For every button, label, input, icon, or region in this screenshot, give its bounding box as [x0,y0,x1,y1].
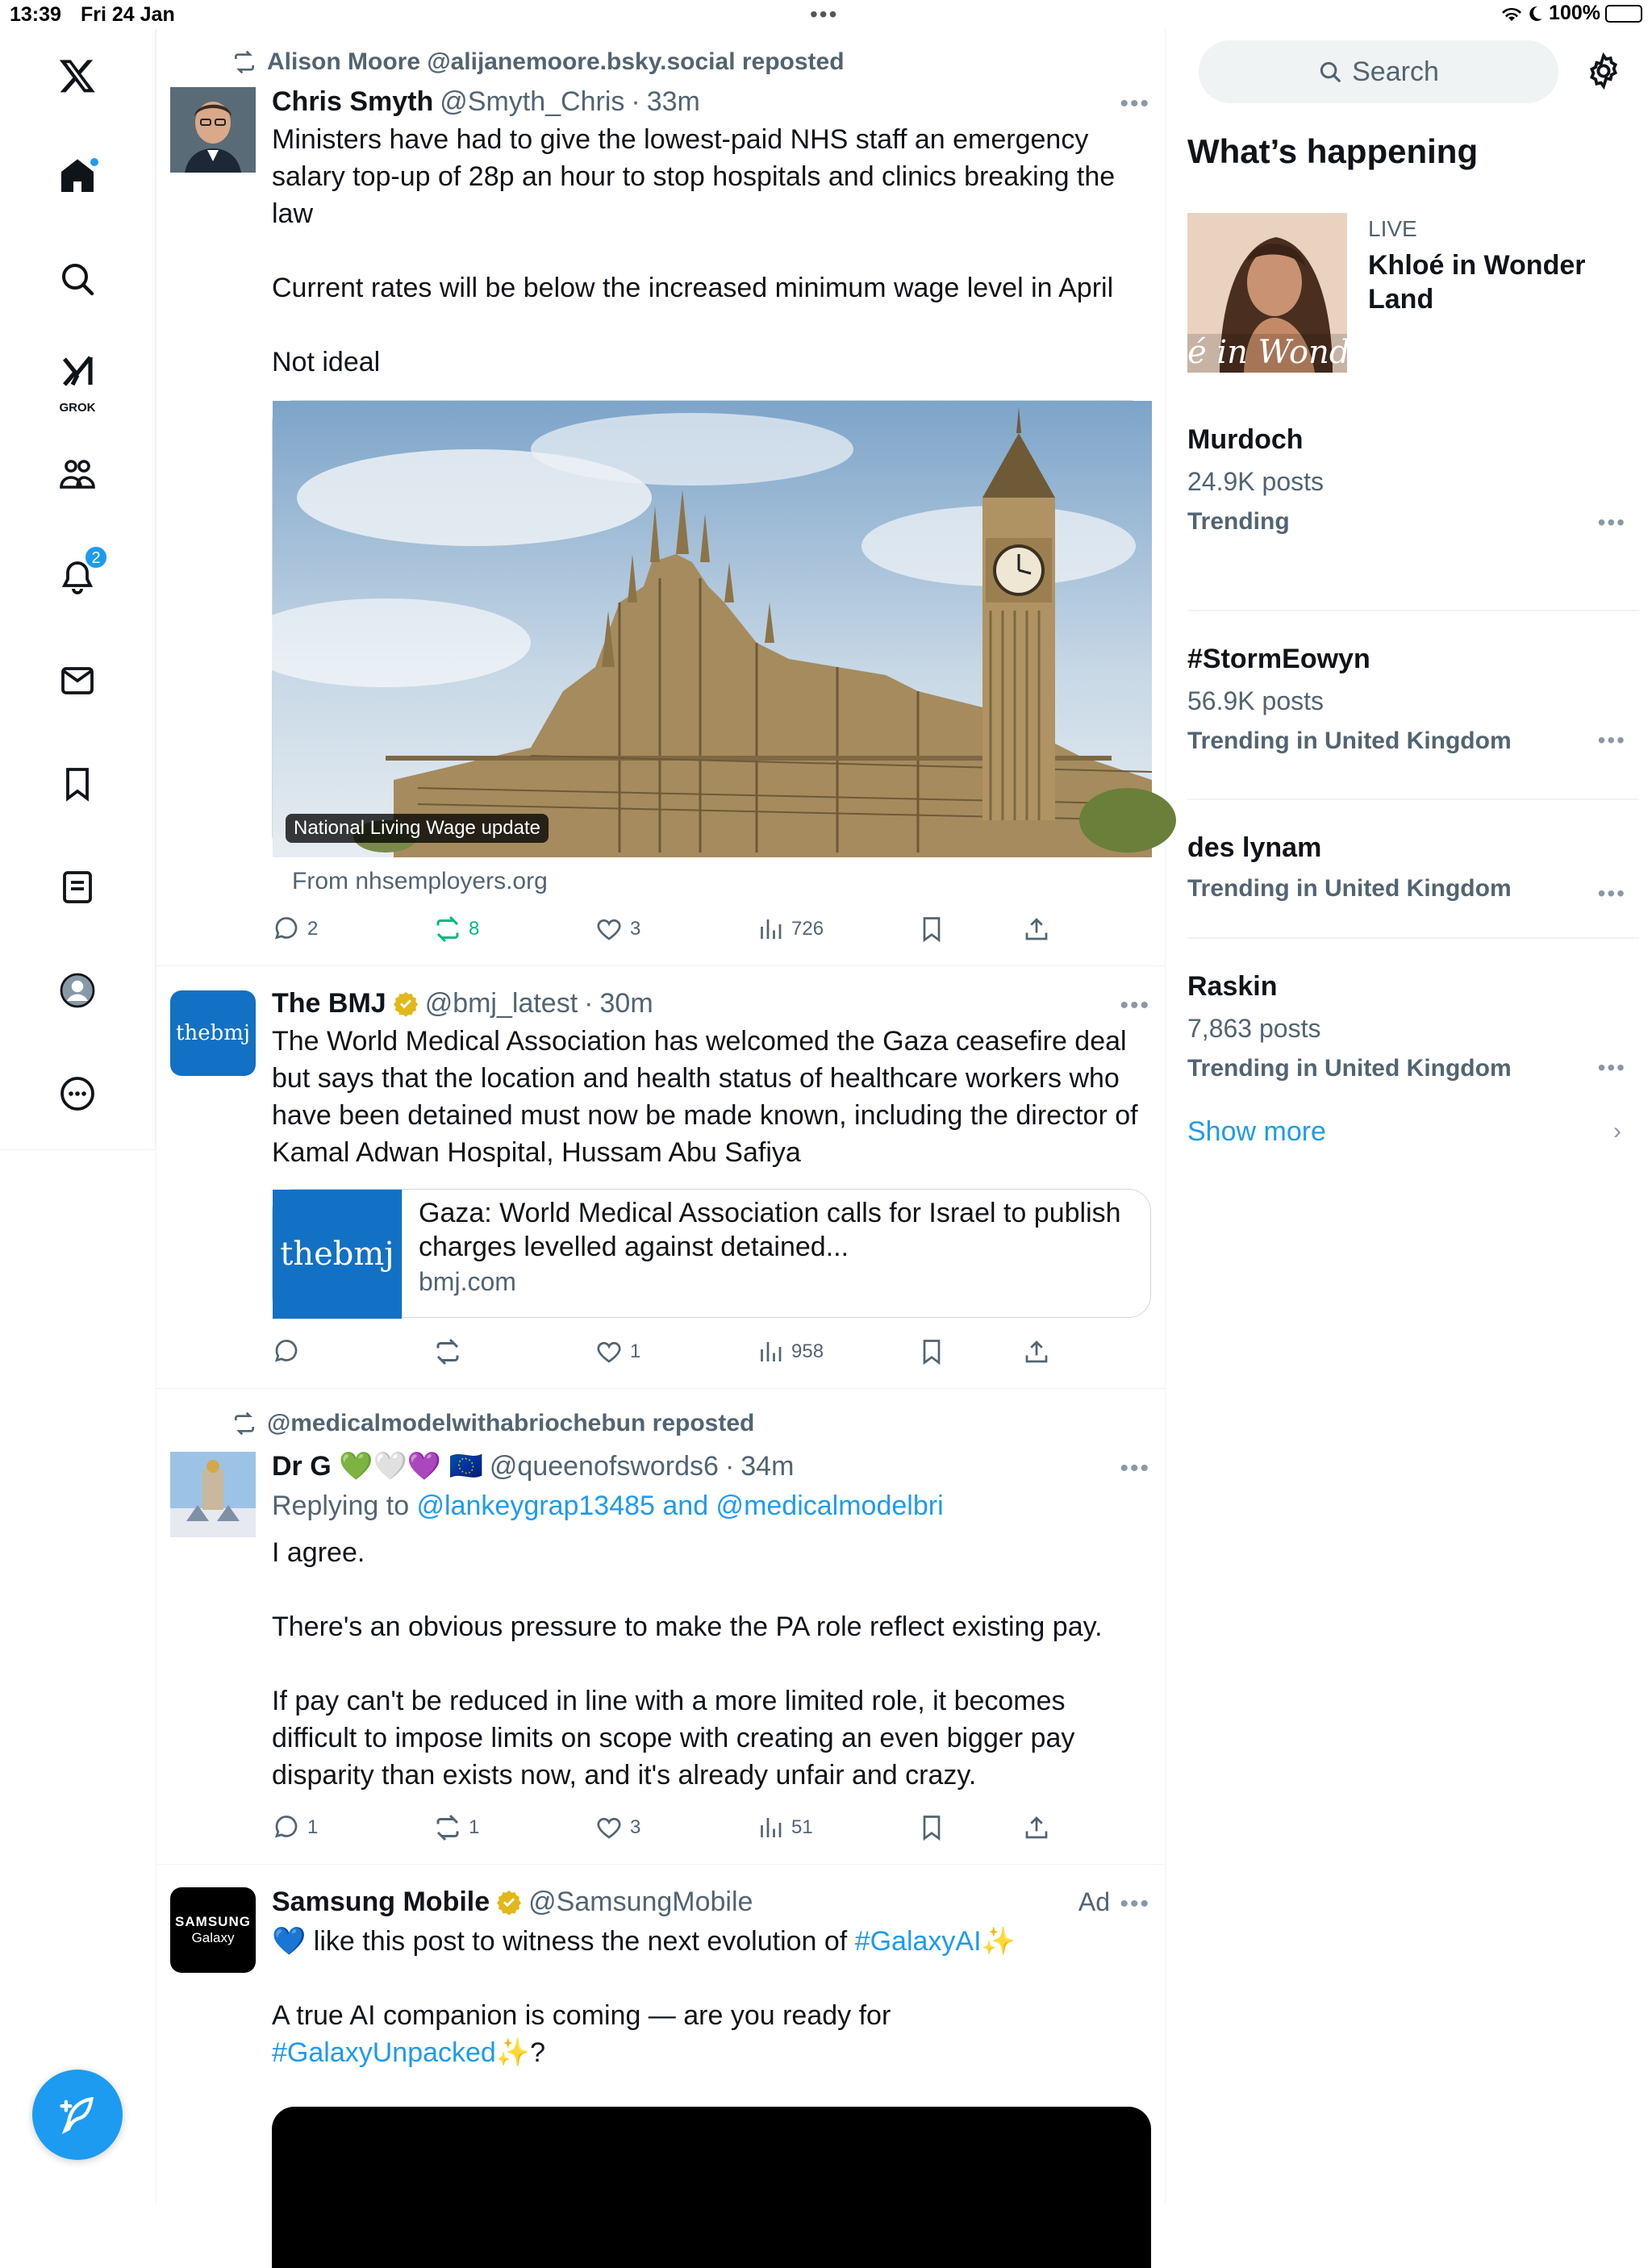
like-button[interactable] [594,910,640,948]
repost-count: 1 [469,1816,480,1838]
bookmark-icon [917,1337,946,1366]
live-label: LIVE [1368,216,1417,241]
like-button[interactable] [594,1332,640,1371]
tweet-header: Dr G 💚🤍💜 🇪🇺 @queenofswords6 · 34m [272,1449,1150,1484]
repost-icon [232,1411,257,1436]
avatar[interactable] [170,1887,256,1973]
tweet-header [272,1884,1150,1920]
home-unread-dot [89,156,100,168]
repost-count: 8 [469,918,480,940]
tweet-text: The World Medical Association has welcomed the Gaza ceasefire deal but says that the location and health status of healthcare workers who have been detained must now be made known, including the director of Kamal Adwan Hospital, Hussam Abu Safiya [272,1026,1146,1168]
views-chart-icon [756,915,785,944]
status-time: 13:39 [10,3,61,26]
reply-button[interactable] [272,1808,318,1847]
repost-indicator [232,1410,754,1437]
author-handle[interactable]: @Smyth_Chris [440,86,625,117]
more-menu-icon[interactable]: ••• [1120,90,1150,117]
views-chart-icon [756,1813,785,1842]
moon-icon [1528,5,1544,23]
tweet-image[interactable] [272,400,1151,857]
tweet-text [272,1923,1150,1960]
parliament-photo [273,401,1152,857]
verified-badge-icon [496,1889,522,1915]
like-count: 3 [630,1816,641,1838]
reply-count: 1 [307,1816,319,1838]
reply-count: 2 [307,918,319,940]
profile-avatar-icon[interactable] [39,952,116,1029]
media-caption: National Living Wage update [286,814,549,843]
tweet[interactable] [156,1389,1165,1865]
show-more-link[interactable]: Show more [1187,1116,1326,1147]
tweet-time[interactable]: 34m [740,1451,795,1482]
messages-icon[interactable] [39,642,116,719]
reply-icon [272,1813,301,1842]
link-card-info [402,1190,1150,1317]
bookmark-icon [917,915,946,944]
view-count: 51 [791,1816,813,1838]
right-sidebar [1166,29,1652,2203]
tweet-actions [272,1808,1151,1847]
avatar[interactable] [170,1452,256,1537]
multitask-dots[interactable]: ••• [810,2,839,27]
like-button[interactable] [594,1808,640,1847]
wifi-icon [1500,5,1523,23]
author-handle[interactable]: @bmj_latest [424,988,578,1019]
link-card-thumb-text: thebmj [280,1236,394,1273]
repost-button[interactable] [433,910,479,948]
timeline-feed[interactable] [156,29,1166,2203]
trend-context: Trending [1187,508,1290,535]
hashtag-link[interactable]: #GalaxyAI [854,1926,982,1957]
author-name[interactable]: Dr G 💚🤍💜 🇪🇺 [272,1451,483,1482]
author-handle[interactable]: @SamsungMobile [528,1887,753,1917]
link-source[interactable]: From nhsemployers.org [292,868,548,894]
tweet-header: Chris Smyth @Smyth_Chris · 33m [272,84,1150,119]
tweet-ad[interactable] [156,1865,1165,2268]
replying-to [272,1487,1150,1524]
compose-post-button[interactable] [32,2070,123,2160]
repost-icon [433,915,462,944]
search-icon[interactable] [39,240,116,318]
ad-video[interactable] [272,2107,1151,2268]
ad-label: Ad [1078,1887,1110,1916]
status-bar [0,0,1652,29]
ad-text-line2: A true AI companion is coming — are you ready for [272,2000,891,2031]
live-event-card[interactable] [1187,213,1639,382]
search-input[interactable] [1199,40,1558,103]
repost-button[interactable] [433,1808,479,1847]
live-title: Khloé in Wonder Land [1368,250,1586,315]
tweet[interactable] [156,29,1165,966]
tweet-text: Ministers have had to give the lowest-paid NHS staff an emergency salary top-up of 28p an hour to stop hospitals and clinics breaking the law Current rates will be below the increased minimum wage level in April Not ideal [272,124,1116,377]
link-card-thumbnail [273,1190,402,1319]
ad-text-line3: #GalaxyUnpacked✨? [272,2037,546,2068]
replying-prefix: Replying to [272,1490,417,1521]
like-count: 3 [630,918,641,940]
lists-icon[interactable] [39,848,116,926]
trend-item[interactable] [1187,800,1639,939]
trend-name: des lynam [1187,832,1322,863]
trend-more-icon[interactable]: ••• [1597,881,1626,906]
ad-text-line1: 💙 like this post to witness the next evolution of [272,1926,855,1957]
trend-more-icon[interactable]: ••• [1597,510,1626,535]
trend-name: Murdoch [1187,424,1304,455]
status-date: Fri 24 Jan [81,3,175,26]
author-handle[interactable]: @queenofswords6 [489,1451,719,1482]
trend-post-count: 24.9K posts [1187,467,1324,496]
link-card-title: Gaza: World Medical Association calls for Israel to publish charges levelled against detained... [419,1198,1121,1262]
tweet[interactable] [156,966,1165,1389]
left-navigation [0,29,156,1150]
link-card[interactable] [272,1189,1151,1318]
share-icon [1022,1337,1051,1366]
reply-icon [272,1337,301,1366]
share-button[interactable] [1022,910,1051,948]
more-menu-icon[interactable]: ••• [1120,992,1150,1019]
avatar[interactable] [170,990,256,1076]
tweet-text: I agree. There's an obvious pressure to make the PA role reflect existing pay. If pay can't be reduced in line with a more limited role, it becomes difficult to impose limits on scope with creating an even bigger pay disparity than exists now, and it's already unfair and crazy. [272,1537,1103,1791]
trend-context: Trending in United Kingdom [1187,728,1512,754]
trend-more-icon[interactable]: ••• [1597,1055,1626,1080]
share-button[interactable] [1022,1808,1051,1847]
author-name[interactable]: Samsung Mobile [272,1887,490,1917]
more-menu-icon[interactable]: ••• [1120,1455,1150,1482]
trend-post-count: 56.9K posts [1187,686,1324,715]
avatar-galaxy-text: Galaxy [191,1930,235,1945]
compose-feather-icon [56,2094,98,2136]
tweet-actions [272,1332,1151,1371]
reply-button[interactable] [272,910,318,948]
heart-icon [594,915,624,944]
notifications-badge: 2 [84,545,108,569]
communities-icon[interactable] [39,436,116,513]
reply-button[interactable] [272,1332,307,1371]
repost-icon [433,1813,462,1842]
x-logo-icon[interactable] [39,37,116,115]
hashtag-link[interactable]: #GalaxyUnpacked [272,2037,496,2068]
share-button[interactable] [1022,1332,1051,1371]
views-chart-icon [756,1337,785,1366]
live-image-text: é in Wonder l [1187,334,1405,371]
battery-percent: 100% [1549,2,1600,24]
views-button[interactable] [756,1332,824,1371]
more-options-icon[interactable] [39,1055,116,1132]
chevron-right-icon: › [1613,1118,1621,1144]
repost-icon [232,49,257,75]
author-name[interactable]: The BMJ [272,988,386,1019]
verified-badge-icon [393,990,419,1016]
views-button[interactable] [756,910,824,948]
reply-icon [272,915,301,944]
trend-name: Raskin [1187,971,1278,1002]
sparkle-icon: ✨ [495,2037,531,2068]
trend-item[interactable] [1187,611,1639,800]
more-menu-icon[interactable]: ••• [1120,1891,1150,1917]
heart-icon [594,1813,624,1842]
whats-happening-title: What’s happening [1187,132,1479,170]
view-count: 726 [791,918,824,940]
bookmark-icon [917,1813,946,1842]
repost-text[interactable]: @medicalmodelwithabriochebun reposted [267,1410,755,1436]
replying-to-handles[interactable]: @lankeygrap13485 and @medicalmodelbri [416,1490,944,1521]
notifications-bell-icon[interactable] [39,539,116,616]
trend-more-icon[interactable]: ••• [1597,728,1626,753]
bookmarks-icon[interactable] [39,745,116,823]
link-card-domain: bmj.com [419,1267,516,1296]
heart-icon [594,1337,624,1366]
trend-name: #StormEowyn [1187,644,1370,674]
avatar-bmj-text: thebmj [176,1021,250,1045]
tweet-time[interactable]: 33m [646,86,700,117]
settings-gear-icon[interactable] [1584,52,1623,90]
status-right [1500,2,1642,25]
search-icon [1318,60,1342,84]
repost-button[interactable] [433,1332,469,1371]
trend-context: Trending in United Kingdom [1187,1055,1512,1082]
tweet-header: The BMJ @bmj_latest · 30m [272,986,1150,1021]
tweet-actions [272,910,1151,948]
repost-text[interactable]: Alison Moore @alijanemoore.bsky.social reposted [267,48,845,75]
author-name[interactable]: Chris Smyth [272,86,434,117]
bookmark-button[interactable] [917,910,946,948]
trend-item[interactable] [1187,939,1639,1097]
avatar[interactable] [170,87,256,173]
avatar-samsung-text: SAMSUNG [175,1914,251,1929]
home-icon[interactable] [39,137,116,215]
trend-item[interactable] [1187,424,1639,611]
trend-post-count: 7,863 posts [1187,1014,1321,1043]
views-button[interactable] [756,1808,813,1847]
battery-icon [1605,5,1642,23]
grok-icon[interactable] [39,339,116,416]
trend-context: Trending in United Kingdom [1187,875,1512,902]
search-placeholder: Search [1352,56,1439,87]
sparkle-icon: ✨ [981,1926,1016,1957]
tweet-time[interactable]: 30m [599,988,653,1019]
grok-label: GROK [59,401,96,415]
share-icon [1022,915,1051,944]
repost-icon [433,1337,462,1366]
like-count: 1 [630,1340,641,1362]
bookmark-button[interactable] [917,1332,946,1371]
share-icon [1022,1813,1051,1842]
bookmark-button[interactable] [917,1808,946,1847]
repost-indicator [232,48,845,76]
view-count: 958 [791,1340,824,1362]
